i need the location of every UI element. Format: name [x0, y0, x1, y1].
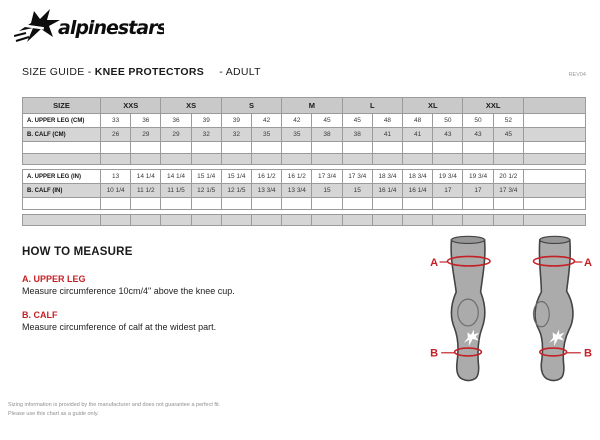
- empty-cell: [524, 142, 586, 154]
- empty-cell: [433, 198, 463, 210]
- table-header-row: [23, 98, 586, 114]
- size-table-cm-section: [22, 97, 586, 165]
- empty-cell: [493, 154, 523, 165]
- value-cell: 20 1/2: [493, 170, 523, 184]
- alpinestars-logo: [14, 6, 164, 51]
- trailing-cell: [524, 114, 586, 128]
- measure-b-label: B. CALF: [22, 310, 58, 320]
- value-cell: 36: [131, 114, 161, 128]
- empty-cell: [312, 142, 342, 154]
- value-cell: 35: [282, 128, 312, 142]
- value-cell: 18 3/4: [372, 170, 402, 184]
- empty-cell: [282, 154, 312, 165]
- title-product: KNEE PROTECTORS: [94, 66, 205, 78]
- value-cell: 16 1/4: [403, 184, 433, 198]
- value-cell: 35: [252, 128, 282, 142]
- trailing-header-cell: [524, 98, 586, 114]
- empty-cell: [433, 154, 463, 165]
- empty-cell: [161, 142, 191, 154]
- empty-cell: [221, 198, 251, 210]
- value-cell: 17 3/4: [342, 170, 372, 184]
- value-cell: 16 1/2: [252, 170, 282, 184]
- empty-cell: [221, 215, 251, 226]
- empty-cell: [463, 215, 493, 226]
- empty-cell: [252, 215, 282, 226]
- table-row: [23, 170, 586, 184]
- value-cell: 13 3/4: [252, 184, 282, 198]
- value-cell: 52: [493, 114, 523, 128]
- size-header-l: L: [342, 98, 402, 114]
- value-cell: 32: [221, 128, 251, 142]
- value-cell: 41: [403, 128, 433, 142]
- empty-cell: [101, 198, 131, 210]
- value-cell: 42: [282, 114, 312, 128]
- value-cell: 12 1/5: [191, 184, 221, 198]
- title-prefix: SIZE GUIDE -: [22, 66, 92, 78]
- empty-cell: [23, 198, 101, 210]
- sleeve-opening: [451, 236, 484, 243]
- value-cell: 36: [161, 114, 191, 128]
- empty-cell: [403, 154, 433, 165]
- empty-cell: [372, 154, 402, 165]
- value-cell: 12 1/5: [221, 184, 251, 198]
- measure-b-description: Measure circumference of calf at the widest part.: [22, 322, 217, 332]
- row-label-cell: B. CALF (CM): [23, 128, 101, 142]
- empty-cell: [493, 215, 523, 226]
- table-row: [23, 184, 586, 198]
- empty-cell: [101, 154, 131, 165]
- empty-cell: [524, 215, 586, 226]
- empty-cell: [23, 215, 101, 226]
- size-table-footer-section: [22, 214, 586, 226]
- marker-b-label: B: [584, 347, 592, 360]
- value-cell: 14 1/4: [161, 170, 191, 184]
- empty-cell: [342, 198, 372, 210]
- value-cell: 39: [221, 114, 251, 128]
- value-cell: 45: [493, 128, 523, 142]
- size-header-xs: XS: [161, 98, 221, 114]
- value-cell: 29: [131, 128, 161, 142]
- knee-protector-front-illustration: [428, 232, 508, 382]
- marker-a-label: A: [430, 256, 439, 269]
- empty-cell: [252, 142, 282, 154]
- empty-table-row: [23, 198, 586, 210]
- value-cell: 17: [433, 184, 463, 198]
- empty-cell: [23, 142, 101, 154]
- value-cell: 45: [342, 114, 372, 128]
- value-cell: 48: [403, 114, 433, 128]
- empty-cell: [131, 142, 161, 154]
- value-cell: 15 1/4: [221, 170, 251, 184]
- empty-cell: [191, 154, 221, 165]
- value-cell: 50: [433, 114, 463, 128]
- knee-protector-illustrations: [428, 232, 594, 382]
- value-cell: 11 1/5: [161, 184, 191, 198]
- value-cell: 17 3/4: [312, 170, 342, 184]
- measure-a-label: A. UPPER LEG: [22, 274, 86, 284]
- empty-cell: [282, 198, 312, 210]
- empty-cell: [403, 198, 433, 210]
- value-cell: 48: [372, 114, 402, 128]
- empty-cell: [372, 198, 402, 210]
- size-guide-table: [22, 97, 586, 226]
- disclaimer-line-2: Please use this chart as a guide only.: [8, 411, 99, 418]
- empty-cell: [493, 142, 523, 154]
- empty-cell: [342, 142, 372, 154]
- empty-cell: [191, 215, 221, 226]
- revision-label: REV04: [568, 72, 586, 78]
- sleeve-opening: [540, 236, 570, 243]
- trailing-cell: [524, 170, 586, 184]
- empty-cell: [23, 154, 101, 165]
- value-cell: 15 1/4: [191, 170, 221, 184]
- value-cell: 42: [252, 114, 282, 128]
- empty-cell: [524, 154, 586, 165]
- value-cell: 45: [312, 114, 342, 128]
- empty-cell: [463, 142, 493, 154]
- empty-cell: [463, 198, 493, 210]
- empty-cell: [282, 142, 312, 154]
- how-to-measure-heading: HOW TO MEASURE: [22, 246, 133, 258]
- value-cell: 19 3/4: [463, 170, 493, 184]
- how-to-measure-section: [22, 246, 367, 346]
- empty-cell: [101, 215, 131, 226]
- trailing-cell: [524, 128, 586, 142]
- value-cell: 16 1/4: [372, 184, 402, 198]
- knee-protector-side-illustration: [514, 232, 594, 382]
- logo-wordmark: alpinestars: [58, 17, 164, 39]
- value-cell: 38: [342, 128, 372, 142]
- empty-cell: [372, 215, 402, 226]
- value-cell: 43: [433, 128, 463, 142]
- empty-cell: [221, 154, 251, 165]
- page-title: [22, 66, 261, 78]
- empty-cell: [191, 198, 221, 210]
- marker-b-label: B: [430, 347, 439, 360]
- alpinestars-star-icon: [14, 9, 60, 42]
- value-cell: 11 1/2: [131, 184, 161, 198]
- empty-cell: [403, 142, 433, 154]
- empty-table-row: [23, 215, 586, 226]
- value-cell: 14 1/4: [131, 170, 161, 184]
- size-header-m: M: [282, 98, 342, 114]
- size-table-in-section: [22, 169, 586, 210]
- value-cell: 29: [161, 128, 191, 142]
- value-cell: 39: [191, 114, 221, 128]
- table-row: [23, 114, 586, 128]
- empty-cell: [524, 198, 586, 210]
- sleeve-outline: [451, 240, 485, 381]
- disclaimer: [8, 401, 220, 420]
- empty-cell: [252, 198, 282, 210]
- value-cell: 15: [342, 184, 372, 198]
- empty-cell: [131, 154, 161, 165]
- trailing-cell: [524, 184, 586, 198]
- value-cell: 10 1/4: [101, 184, 131, 198]
- value-cell: 41: [372, 128, 402, 142]
- measure-a-description: Measure circumference 10cm/4" above the knee cup.: [22, 286, 235, 296]
- value-cell: 43: [463, 128, 493, 142]
- size-header-xxs: XXS: [101, 98, 161, 114]
- empty-cell: [403, 215, 433, 226]
- empty-cell: [161, 215, 191, 226]
- value-cell: 13 3/4: [282, 184, 312, 198]
- value-cell: 18 3/4: [403, 170, 433, 184]
- empty-cell: [312, 215, 342, 226]
- size-header-xl: XL: [403, 98, 463, 114]
- empty-table-row: [23, 154, 586, 165]
- size-column-header: SIZE: [23, 98, 101, 114]
- empty-cell: [433, 142, 463, 154]
- marker-a-label: A: [584, 256, 592, 269]
- empty-table-row: [23, 142, 586, 154]
- empty-cell: [161, 154, 191, 165]
- size-header-s: S: [221, 98, 281, 114]
- empty-cell: [433, 215, 463, 226]
- row-label-cell: A. UPPER LEG (CM): [23, 114, 101, 128]
- empty-cell: [161, 198, 191, 210]
- table-row: [23, 128, 586, 142]
- value-cell: 26: [101, 128, 131, 142]
- empty-cell: [342, 154, 372, 165]
- empty-cell: [101, 142, 131, 154]
- value-cell: 16 1/2: [282, 170, 312, 184]
- empty-cell: [131, 198, 161, 210]
- value-cell: 38: [312, 128, 342, 142]
- empty-cell: [463, 154, 493, 165]
- value-cell: 19 3/4: [433, 170, 463, 184]
- value-cell: 13: [101, 170, 131, 184]
- empty-cell: [372, 142, 402, 154]
- empty-cell: [131, 215, 161, 226]
- sleeve-outline: [535, 240, 573, 381]
- empty-cell: [312, 154, 342, 165]
- value-cell: 50: [463, 114, 493, 128]
- empty-cell: [221, 142, 251, 154]
- empty-cell: [342, 215, 372, 226]
- value-cell: 17 3/4: [493, 184, 523, 198]
- empty-cell: [252, 154, 282, 165]
- value-cell: 32: [191, 128, 221, 142]
- empty-cell: [493, 198, 523, 210]
- disclaimer-line-1: Sizing information is provided by the manufacturer and does not guarantee a perfect fit.: [8, 402, 221, 408]
- row-label-cell: B. CALF (IN): [23, 184, 101, 198]
- value-cell: 33: [101, 114, 131, 128]
- empty-cell: [282, 215, 312, 226]
- empty-cell: [312, 198, 342, 210]
- value-cell: 15: [312, 184, 342, 198]
- row-label-cell: A. UPPER LEG (IN): [23, 170, 101, 184]
- alpinestars-logo-graphic: [14, 6, 164, 46]
- value-cell: 17: [463, 184, 493, 198]
- empty-cell: [191, 142, 221, 154]
- size-header-xxl: XXL: [463, 98, 524, 114]
- title-suffix: - ADULT: [219, 66, 261, 78]
